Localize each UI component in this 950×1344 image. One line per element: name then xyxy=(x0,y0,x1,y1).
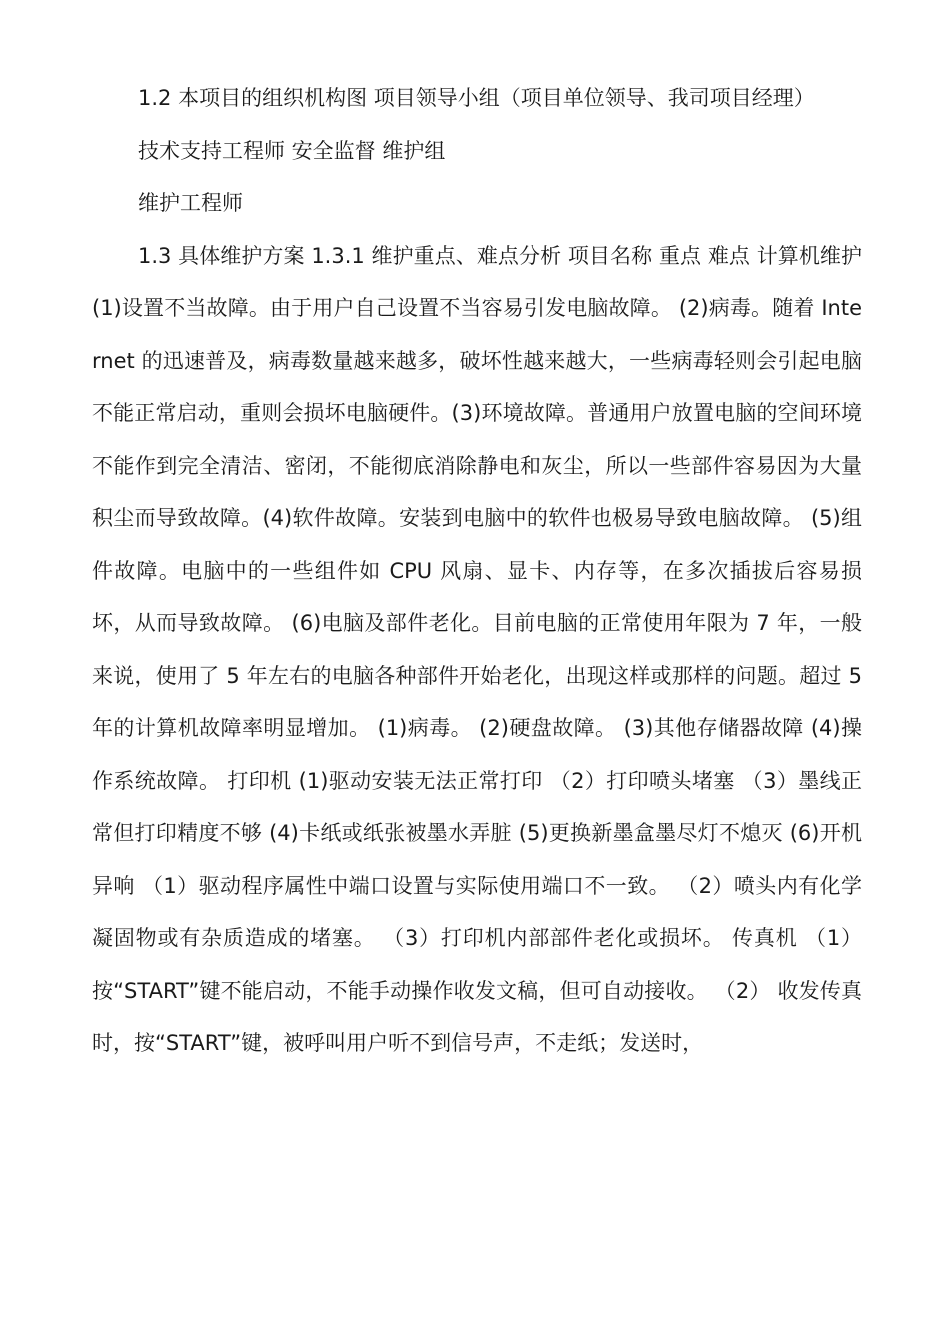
paragraph-maintenance-plan: 1.3 具体维护方案 1.3.1 维护重点、难点分析 项目名称 重点 难点 计算机维护 (1)设置不当故障。由于用户自己设置不当容易引发电脑故障。 (2)病毒。随着 Internet 的迅速普及，病毒数量越来越多，破坏性越来越大，一些病毒轻则会引起电脑不能正常启动，重则会损坏电脑硬件。(3)环境故障。普通用户放置电脑的空间环境不能作到完全清洁、密闭，不能彻底消除静电和灰尘，所以一些部件容易因为大量积尘而导致故障。(4)软件故障。安装到电脑中的软件也极易导致电脑故障。 (5)组件故障。电脑中的一些组件如 CPU 风扇、显卡、内存等，在多次插拔后容易损坏，从而导致故障。 (6)电脑及部件老化。目前电脑的正常使用年限为 7 年，一般来说，使用了 5 年左右的电脑各种部件开始老化，出现这样或那样的问题。超过 5 年的计算机故障率明显增加。 (1)病毒。 (2)硬盘故障。 (3)其他存储器故障 (4)操作系统故障。 打印机 (1)驱动安装无法正常打印 （2）打印喷头堵塞 （3）墨线正常但打印精度不够 (4)卡纸或纸张被墨水弄脏 (5)更换新墨盒墨尽灯不熄灭 (6)开机异响 （1）驱动程序属性中端口设置与实际使用端口不一致。 （2）喷头内有化学凝固物或有杂质造成的堵塞。 （3）打印机内部部件老化或损坏。 传真机 （1） 按“START”键不能启动，不能手动操作收发文稿，但可自动接收。 （2） 收发传真时，按“START”键，被呼叫用户听不到信号声，不走纸；发送时， xyxy=(92,243,862,1055)
paragraph-org-chart: 1.2 本项目的组织机构图 项目领导小组（项目单位领导、我司项目经理） xyxy=(138,86,815,110)
paragraph-support-roles: 技术支持工程师 安全监督 维护组 xyxy=(138,138,446,163)
paragraph-maintenance-engineer: 维护工程师 xyxy=(138,191,243,215)
document-page xyxy=(92,72,862,1070)
